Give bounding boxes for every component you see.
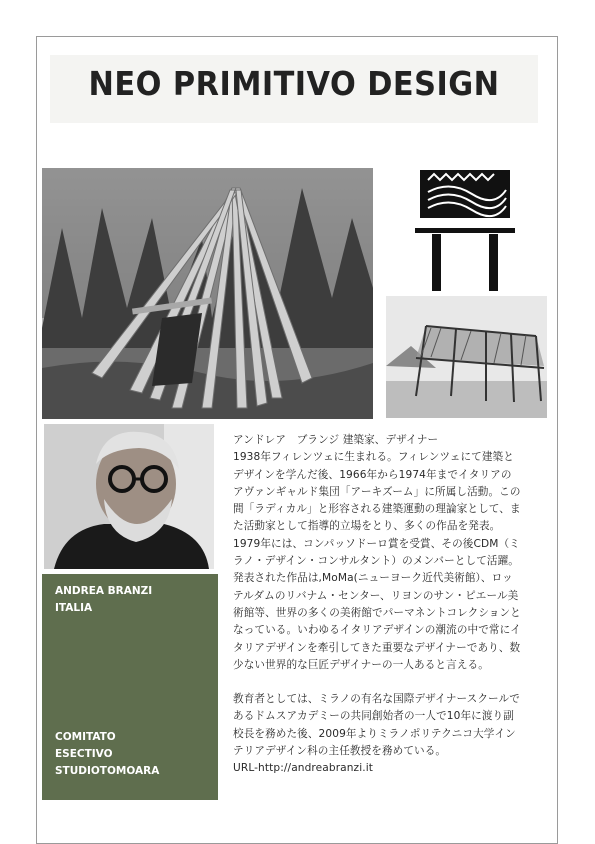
bio-line: 校長を務めた後、2009年よりミラノポリテクニコ大学イン xyxy=(233,727,516,740)
bio-line: 1979年には、コンパッソドーロ賞を受賞、その後CDM（ミ xyxy=(233,537,520,550)
organization-block xyxy=(55,729,159,780)
org-line: COMITATO xyxy=(55,731,116,743)
bio-line: なっている。いわゆるイタリアデザインの潮流の中で常にイ xyxy=(233,624,521,637)
teepee-photo xyxy=(42,168,373,419)
bio-line: 発表された作品は,MoMa(ニューヨーク近代美術館）、ロッ xyxy=(233,572,513,585)
page-title: NEO PRIMITIVO DESIGN xyxy=(88,64,500,103)
bio-line: テリアデザイン科の主任教授を務めている。 xyxy=(233,745,447,758)
designer-name: ANDREA BRANZI xyxy=(55,585,153,597)
bio-line: ラノ・デザイン・コンサルタント）のメンバーとして活躍。 xyxy=(233,555,519,568)
bio-line: あるドムスアカデミーの共同創始者の一人で10年に渡り副 xyxy=(233,710,514,723)
portrait-photo xyxy=(44,424,214,569)
paragraph-gap xyxy=(233,674,558,691)
bio-line: タリアデザインを牽引してきた重要なデザイナーであり、数 xyxy=(233,641,521,654)
biography xyxy=(233,432,558,778)
designer-name-block xyxy=(55,583,152,617)
org-line: ESECTIVO xyxy=(55,748,113,760)
bio-line: 教育者としては、ミラノの有名な国際デザイナースクールで xyxy=(233,693,520,706)
org-line: STUDIOTOMOARA xyxy=(55,765,160,777)
bio-line: デザインを学んだ後、1966年から1974年までイタリアの xyxy=(233,468,512,481)
website-url[interactable]: URL-http://andreabranzi.it xyxy=(233,762,374,775)
bio-line: た活動家として指導的立場をとり、多くの作品を発表。 xyxy=(233,520,501,533)
designer-country: ITALIA xyxy=(55,602,93,614)
bio-line: 術館等、世界の多くの美術館でパーマネントコレクションと xyxy=(233,606,521,619)
bio-line: 1938年フィレンツェに生まれる。フィレンツェにて建築と xyxy=(233,451,514,464)
bio-line: アンドレア ブランジ 建築家、デザイナー xyxy=(233,434,439,446)
bio-line: 間「ラディカル」と形容される建築運動の理論家として、ま xyxy=(233,503,521,516)
hut-structure-photo xyxy=(386,296,547,418)
bio-line: テルダムのリバナム・センター、リヨンのサン・ピエール美 xyxy=(233,589,519,602)
bio-line: アヴァンギャルド集団「アーキズーム」に所属し活動。この xyxy=(233,485,521,498)
logo-mark-icon xyxy=(410,168,520,293)
bio-line: 少ない世界的な巨匠デザイナーの一人あると言える。 xyxy=(233,658,489,671)
